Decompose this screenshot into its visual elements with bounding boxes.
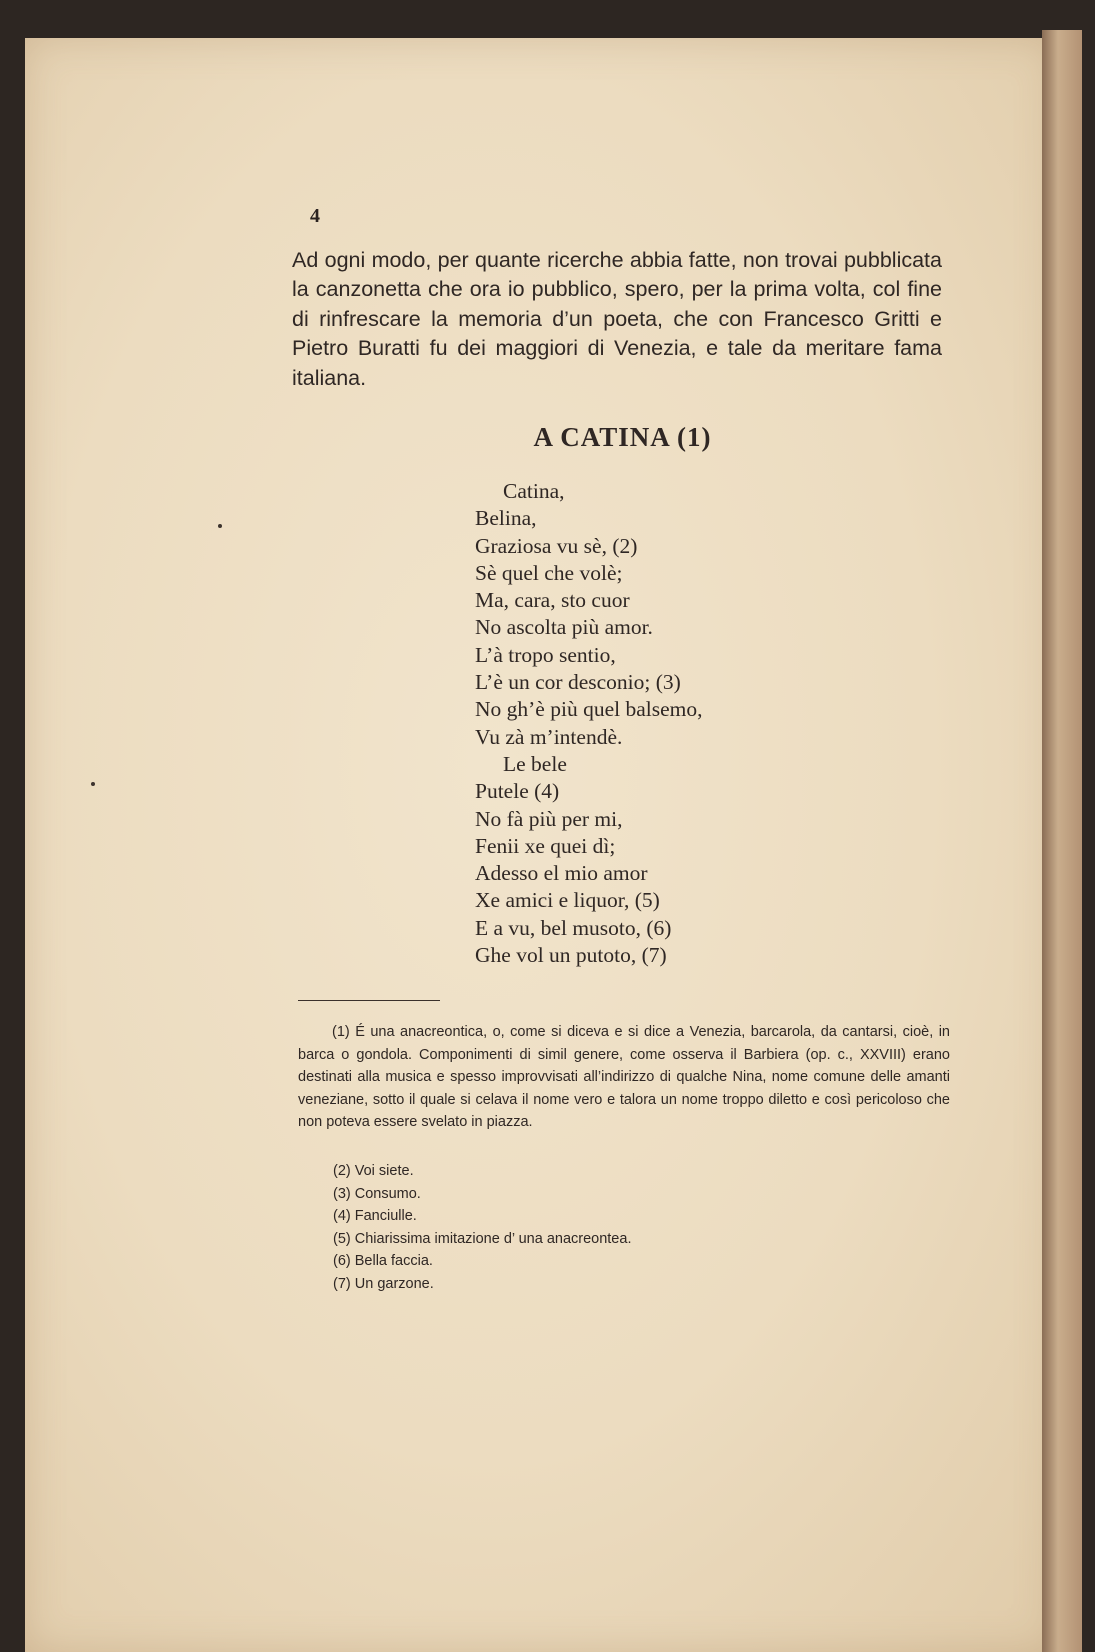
footnote-item: (5) Chiarissima imitazione d’ una anacreontea. [333,1230,632,1247]
poem-line: No ascolta più amor. [475,615,653,640]
poem-line: Putele (4) [475,779,560,804]
intro-paragraph: Ad ogni modo, per quante ricerche abbia fatte, non trovai pubblicata la canzonetta che ora io pubblico, spero, per la prima volta, col fine di rinfrescare la memoria d’un poeta, che con Francesco Gritti e Pietro Buratti fu dei maggiori di Venezia, e tale da meritare fama italiana. [292,248,942,390]
poem-verses [475,478,703,969]
ink-speck [218,524,222,528]
footnote-list [333,1160,631,1296]
poem-line: Fenii xe quei dì; [475,833,616,858]
poem-line: Ghe vol un putoto, (7) [475,943,667,968]
footnote-item: (4) Fanciulle. [333,1208,417,1225]
page-number: 4 [310,205,320,227]
poem-line: Belina, [475,506,537,531]
poem-line: No fà più per mi, [475,806,623,831]
poem-line: Vu zà m’intendè. [475,724,623,749]
next-page-edge [1042,30,1082,1652]
poem-line: L’à tropo sentio, [475,642,616,667]
poem-line: Xe amici e liquor, (5) [475,888,660,913]
footnote-item: (2) Voi siete. [333,1163,414,1179]
poem-line: Adesso el mio amor [475,861,648,886]
footnote-item: (3) Consumo. [333,1185,421,1202]
poem-line: E a vu, bel musoto, (6) [475,915,672,940]
footnote-item: (7) Un garzone. [333,1275,434,1292]
poem-line: Graziosa vu sè, (2) [475,533,638,558]
poem-line: Catina, [503,479,565,503]
poem-line: Le bele [503,751,567,776]
footnote-divider [298,1000,440,1001]
poem-line: L’è un cor desconio; (3) [475,670,681,695]
footnote-item: (6) Bella faccia. [333,1253,433,1270]
poem-title: A CATINA (1) [533,422,712,452]
ink-speck [91,782,95,786]
footnote-1: (1) É una anacreontica, o, come si diceva e si dice a Venezia, barcarola, da cantarsi, cioè, in barca o gondola. Componimenti di simil genere, come osserva il Barbiera (op. c., XXVIII) erano destinati alla musica e spesso improvvisati all’indirizzo di qualche Nina, nome comune delle amanti veneziane, sotto il quale si celava il nome vero e talora un nome troppo diletto e così pericoloso che non poteva essere svelato in piazza. [298,1024,950,1131]
poem-line: Ma, cara, sto cuor [475,588,630,613]
poem-line: Sè quel che volè; [475,560,623,585]
poem-line: No gh’è più quel balsemo, [475,697,703,722]
